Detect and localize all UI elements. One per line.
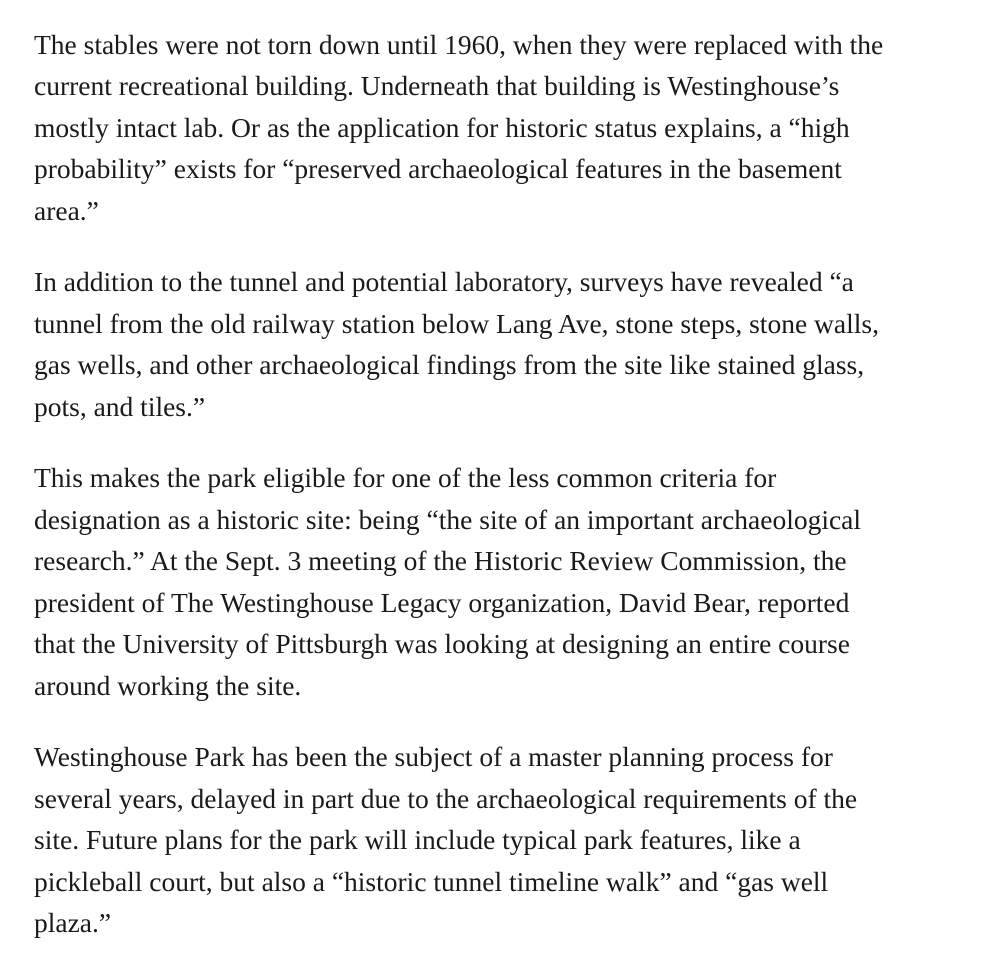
article-paragraph-4: Westinghouse Park has been the subject of a master planning process for several years, delayed in part due to the archaeological requirements of the site. Future plans for the park will include typical park features, like a pickleball court, but also a “historic tunnel timeline walk” and “gas well plaza.” [34, 741, 858, 938]
article-paragraph-2: In addition to the tunnel and potential laboratory, surveys have revealed “a tunnel from the old railway station below Lang Ave, stone steps, stone walls, gas wells, and other archaeological findings from the site like stained glass, pots, and tiles.” [34, 266, 879, 422]
article-paragraph-1: The stables were not torn down until 1960, when they were replaced with the current recreational building. Underneath that building is Westinghouse’s mostly intact lab. Or as the application for historic status explains, a “high probability” exists for “preserved archaeological features in the basement area.” [34, 28, 884, 226]
article-body [34, 0, 994, 974]
article-paragraph-3: This makes the park eligible for one of the less common criteria for designation as a historic site: being “the site of an important archaeological research.” At the Sept. 3 meeting of the Historic Review Commission, the president of The Westinghouse Legacy organization, David Bear, reported that the University of Pittsburgh was looking at designing an entire course around working the site. [34, 462, 862, 701]
